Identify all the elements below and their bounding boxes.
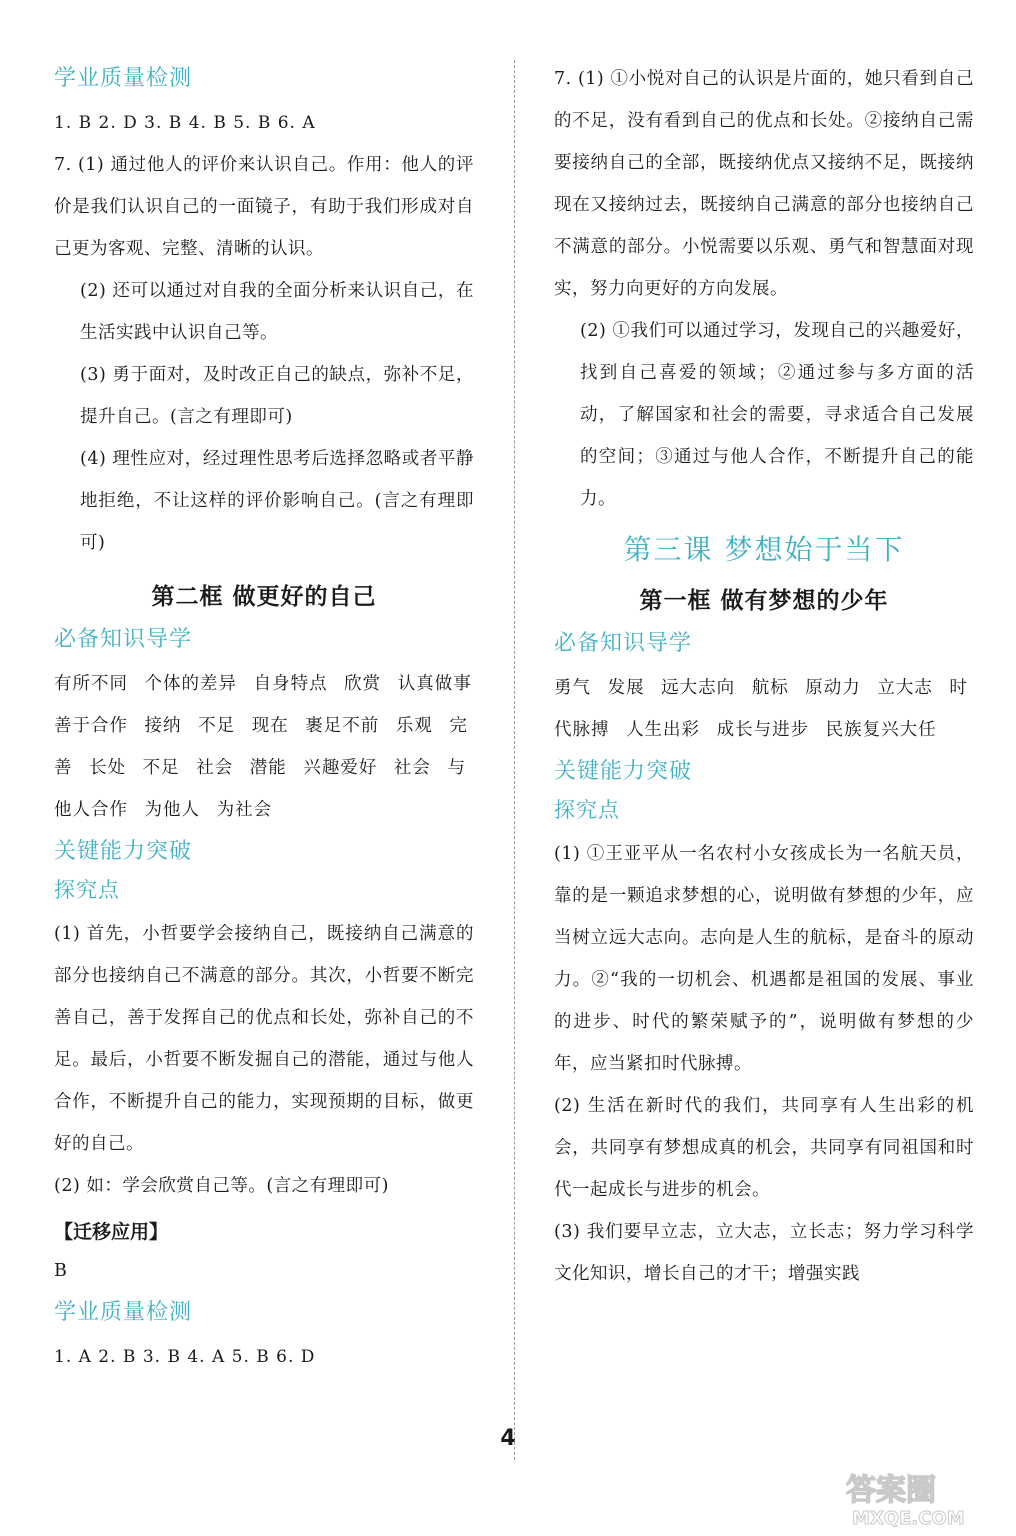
- answer-paragraph: (1) 首先，小哲要学会接纳自己，既接纳自己满意的部分也接纳自己不满意的部分。其次，小哲要不断完善自己，善于发挥自己的优点和长处，弥补自己的不足。最后，小哲要不断发掘自己的潜能，通过与他人合作，不断提升自己的能力，实现预期的目标，做更好的自己。: [54, 924, 474, 1154]
- transfer-answer: B: [54, 1261, 68, 1281]
- keyword-list: 有所不同 个体的差异 自身特点 欣赏 认真做事 善于合作 接纳 不足 现在 裹足不前 乐观 完善 长处 不足 社会 潜能 兴趣爱好 社会 与他人合作 为他人 为社会: [54, 674, 472, 820]
- section-title: 关键能力突破: [554, 759, 693, 784]
- subsection-heading: 第一框 做有梦想的少年: [639, 588, 889, 614]
- answer-paragraph: (1) ①王亚平从一名农村小女孩成长为一名航天员，靠的是一颗追求梦想的心，说明做有梦想的少年，应当树立远大志向。志向是人生的航标，是奋斗的原动力。②“我的一切机会、机遇都是祖国的发展、事业的进步、时代的繁荣赋予的”，说明做有梦想的少年，应当紧扣时代脉搏。: [554, 844, 974, 1074]
- right-column: [554, 58, 974, 1295]
- column-divider: [514, 60, 515, 1460]
- answer-paragraph: (2) 生活在新时代的我们，共同享有人生出彩的机会，共同享有梦想成真的机会，共同享有同祖国和时代一起成长与进步的机会。: [554, 1096, 974, 1200]
- answer-paragraph: (2) 还可以通过对自我的全面分析来认识自己，在生活实践中认识自己等。: [80, 281, 474, 343]
- transfer-label: 【迁移应用】: [54, 1221, 169, 1243]
- answer-paragraph: (2) 如：学会欣赏自己等。(言之有理即可): [54, 1176, 390, 1196]
- lesson-title: 第三课 梦想始于当下: [623, 533, 905, 566]
- section-title: 学业质量检测: [54, 1300, 193, 1325]
- section-subtitle: 探究点: [54, 878, 120, 902]
- answer-paragraph: (3) 我们要早立志，立大志，立长志；努力学习科学文化知识，增长自己的才干；增强实践: [554, 1222, 974, 1284]
- section-title: 关键能力突破: [54, 839, 193, 864]
- answer-paragraph: (4) 理性应对，经过理性思考后选择忽略或者平静地拒绝，不让这样的评价影响自己。(言之有理即可): [80, 449, 474, 553]
- section-title: 学业质量检测: [54, 66, 193, 91]
- section-title: 必备知识导学: [54, 627, 193, 652]
- section-title: 必备知识导学: [554, 631, 693, 656]
- keyword-list: 勇气 发展 远大志向 航标 原动力 立大志 时代脉搏 人生出彩 成长与进步 民族复兴大任: [554, 678, 968, 740]
- answer-paragraph: 7. (1) ①小悦对自己的认识是片面的，她只看到自己的不足，没有看到自己的优点和长处。②接纳自己需要接纳自己的全部，既接纳优点又接纳不足，既接纳现在又接纳过去，既接纳自己满意的部分也接纳自己不满意的部分。小悦需要以乐观、勇气和智慧面对现实，努力向更好的方向发展。: [554, 69, 974, 299]
- subsection-heading: 第二框 做更好的自己: [151, 584, 377, 610]
- svg-text:答案圈: 答案圈: [846, 1473, 936, 1508]
- page-number: 4: [500, 1426, 516, 1451]
- watermark-logo: [838, 1466, 1008, 1530]
- section-subtitle: 探究点: [554, 798, 620, 822]
- answer-paragraph: 7. (1) 通过他人的评价来认识自己。作用：他人的评价是我们认识自己的一面镜子，有助于我们形成对自己更为客观、完整、清晰的认识。: [54, 155, 474, 259]
- answer-line: 1. B 2. D 3. B 4. B 5. B 6. A: [54, 113, 316, 133]
- answer-line: 1. A 2. B 3. B 4. A 5. B 6. D: [54, 1347, 316, 1367]
- svg-text:MXQE.COM: MXQE.COM: [852, 1508, 965, 1529]
- answer-paragraph: (3) 勇于面对，及时改正自己的缺点，弥补不足，提升自己。(言之有理即可): [80, 365, 474, 427]
- left-column: [54, 58, 474, 1378]
- answer-paragraph: (2) ①我们可以通过学习，发现自己的兴趣爱好，找到自己喜爱的领域；②通过参与多方面的活动，了解国家和社会的需要，寻求适合自己发展的空间；③通过与他人合作，不断提升自己的能力。: [580, 321, 974, 509]
